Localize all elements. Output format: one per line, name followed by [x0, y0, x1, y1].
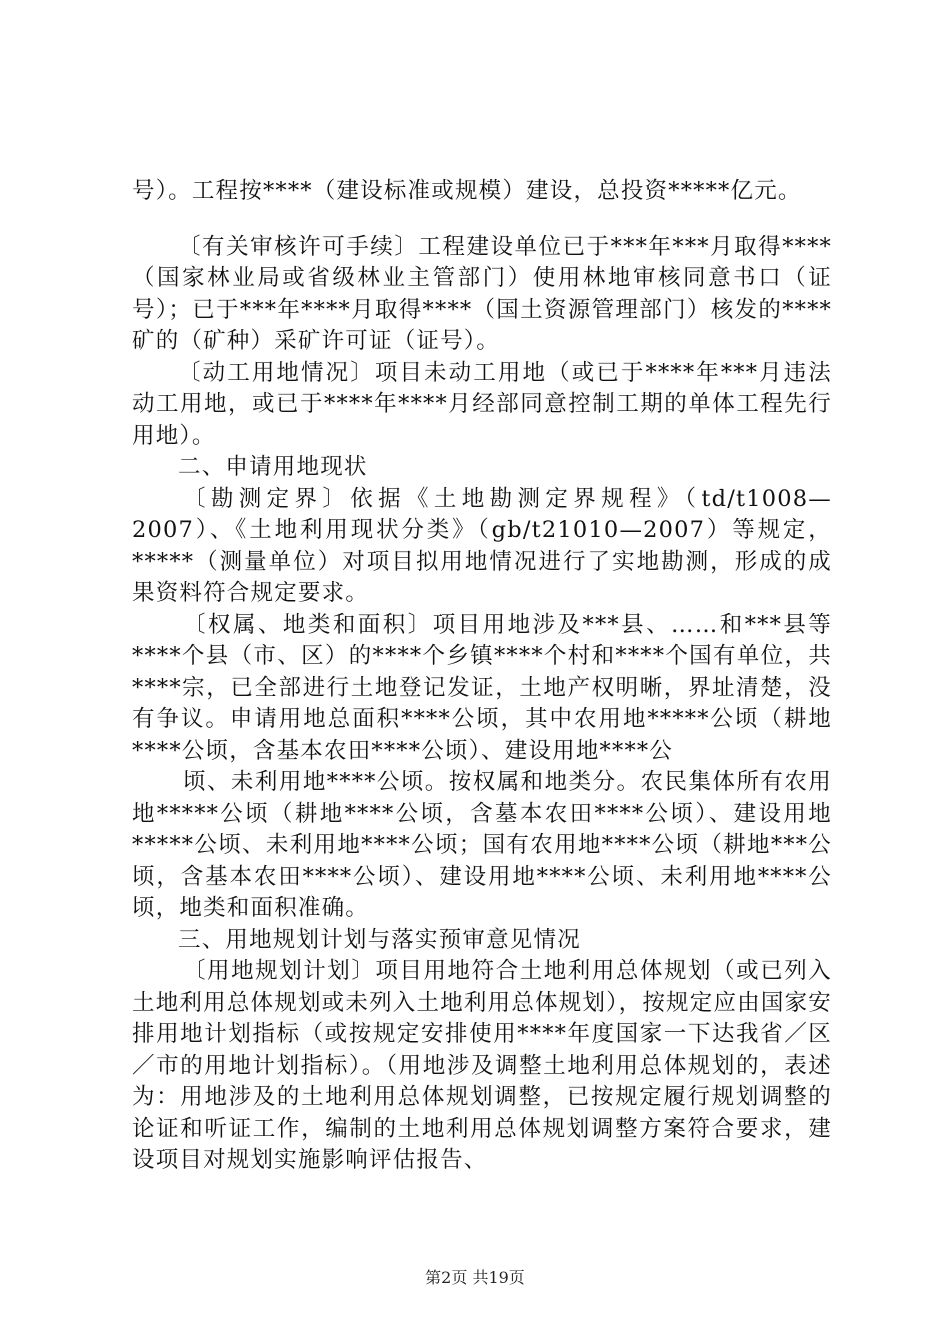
paragraph-ownership-area: 〔权属、地类和面积〕项目用地涉及***县、……和***县等****个县（市、区）的****个乡镇****个村和****个国有单位，共****宗，已全部进行土地登记发证，土地产权明晰，界址清楚，没有争议。申请用地总面积****公顷，其中农用地*****公顷（耕地****公顷，含基本农田****公顷）、建设用地****公 — [132, 611, 832, 764]
page-number-label: 第2页 共19页 — [425, 1268, 525, 1287]
paragraph-land-planning: 〔用地规划计划〕项目用地符合土地利用总体规划（或已列入土地利用总体规划或未列入土地利用总体规划），按规定应由国家安排用地计划指标（或按规定安排使用****年度国家一下达我省／区／市的用地计划指标）。（用地涉及调整土地利用总体规划的，表述为：用地涉及的土地利用总体规划调整，已按规定履行规划调整的论证和听证工作，编制的土地利用总体规划调整方案符合要求，建设项目对规划实施影响评估报告、 — [132, 958, 832, 1173]
paragraph-approval-procedures: 〔有关审核许可手续〕工程建设单位已于***年***月取得****（国家林业局或省级林业主管部门）使用林地审核同意书口（证号）；已于***年****月取得****（国土资源管理部门）核发的****矿的（矿种）采矿许可证（证号）。 — [132, 233, 832, 354]
section-heading-land-status: 二、申请用地现状 — [178, 454, 368, 480]
paragraph-continuation: 号）。工程按****（建设标准或规模）建设，总投资*****亿元。 — [132, 178, 802, 204]
page-footer — [0, 1268, 950, 1288]
paragraph-survey-boundary: 〔勘测定界〕依据《土地勘测定界规程》（td/t1008—2007）、《土地利用现状分类》（gb/t21010—2007）等规定，*****（测量单位）对项目拟用地情况进行了实地勘测，形成的成果资料符合规定要求。 — [132, 485, 832, 606]
paragraph-ownership-area-continued: 顷、未利用地****公顷。按权属和地类分。农民集体所有农用地*****公顷（耕地****公顷，含墓本农田****公顷）、建设用地*****公顷、未利用地****公顷；国有农用地****公顷（耕地***公顷，含基本农田****公顷）、建设用地****公顷、未利用地****公顷，地类和面积准确。 — [132, 769, 832, 921]
section-heading-planning: 三、用地规划计划与落实预审意见情况 — [178, 926, 581, 953]
paragraph-construction-land-status: 〔动工用地情况〕项目未动工用地（或已于****年***月违法动工用地，或已于****年****月经部同意控制工期的单体工程先行用地）。 — [132, 359, 832, 449]
document-body — [132, 176, 832, 1177]
